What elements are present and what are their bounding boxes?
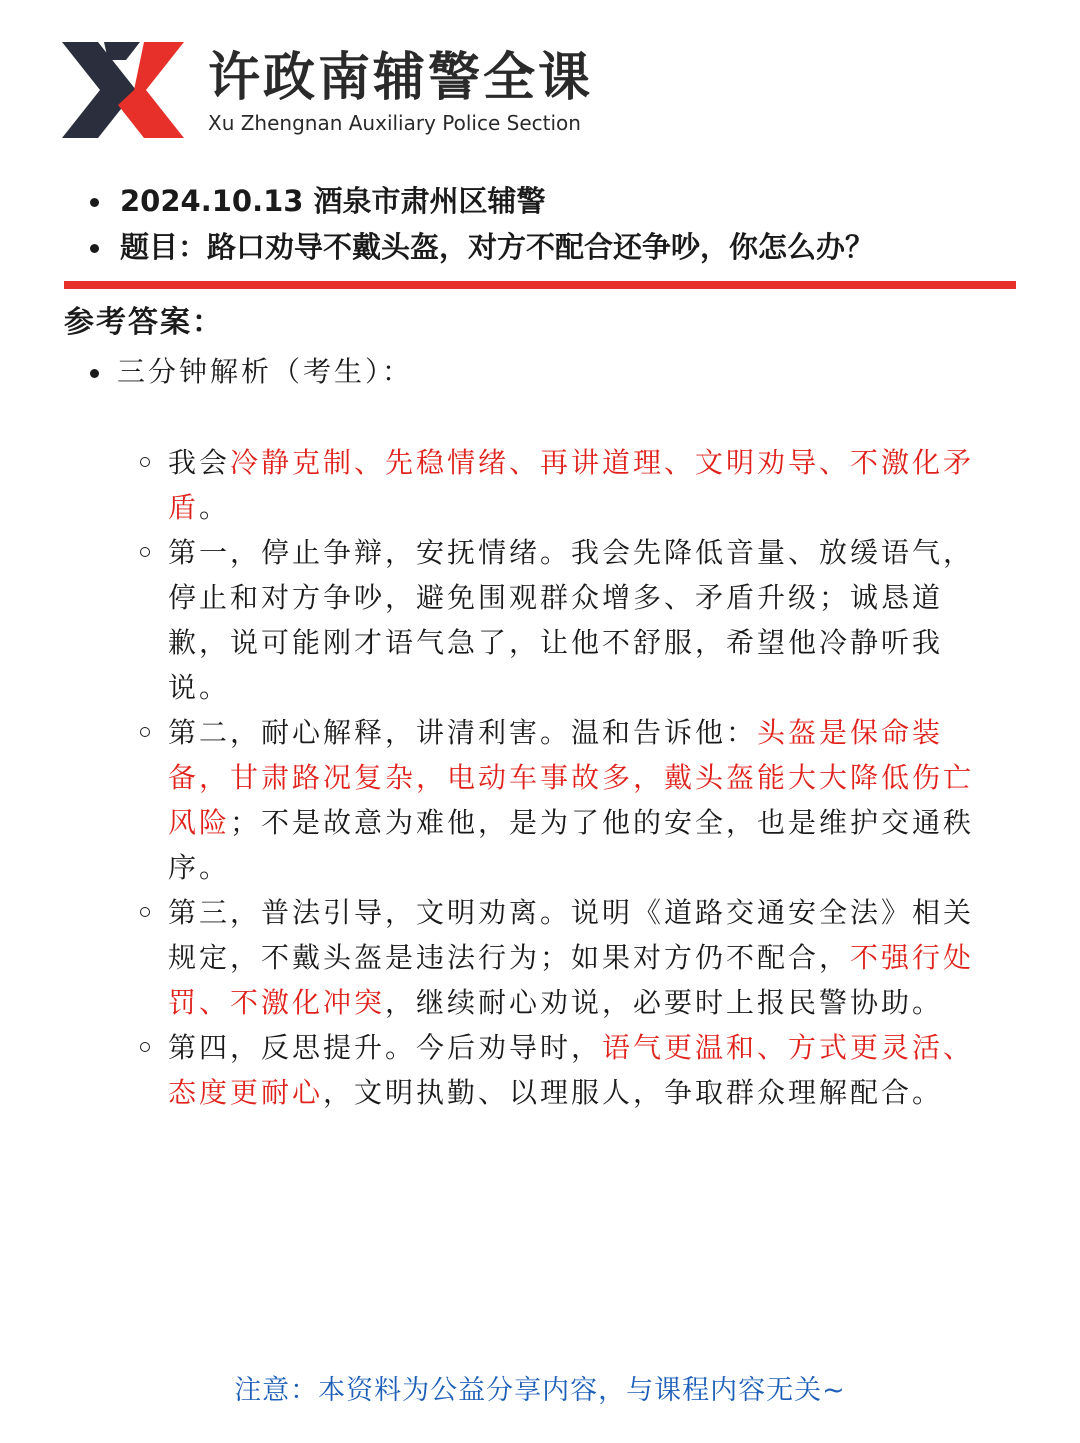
brand-name-en: Xu Zhengnan Auxiliary Police Section [208, 111, 581, 135]
red-divider [64, 281, 1016, 289]
answer-point [138, 890, 1000, 1025]
answer-title: 参考答案： [64, 305, 224, 340]
question-text: 题目：路口劝导不戴头盔，对方不配合还争吵，你怎么办？ [90, 224, 1030, 270]
exam-date-location: 2024.10.13 酒泉市肃州区辅警 [90, 178, 1030, 224]
analysis-label: 三分钟解析（考生）： [90, 350, 413, 394]
answer-point [138, 440, 1000, 530]
answer-point [138, 710, 1000, 890]
point-text: 第一，停止争辩，安抚情绪。我会先降低音量、放缓语气，停止和对方争吵，避免围观群众增多、矛盾升级；诚恳道歉，说可能刚才语气急了，让他不舒服，希望他冷静听我说。 [168, 536, 975, 704]
highlighted-text: 头盔是保命装备，甘肃路况复杂，电动车事故多，戴头盔能大大降低伤亡风险 [168, 716, 975, 839]
highlighted-text: 语气更温和、方式更灵活、态度更耐心 [168, 1031, 975, 1109]
point-text: ，文明执勤、以理服人，争取群众理解配合。 [323, 1076, 944, 1109]
footer-note: 注意：本资料为公益分享内容，与课程内容无关~ [234, 1375, 846, 1406]
answer-point [138, 1025, 1000, 1115]
point-text: 第三，普法引导，文明劝离。说明《道路交通安全法》相关规定，不戴头盔是违法行为；如果对方仍不配合， [168, 896, 975, 974]
point-text: 。 [199, 491, 231, 524]
point-text: ；不是故意为难他，是为了他的安全，也是维护交通秩序。 [168, 806, 975, 884]
highlighted-text: 冷静克制、先稳情绪、再讲道理、文明劝导、不激化矛盾 [168, 446, 975, 524]
logo-x-icon [62, 42, 184, 138]
answer-points [138, 440, 1000, 1115]
point-text: 我会 [168, 446, 231, 479]
point-text: 第四，反思提升。今后劝导时， [168, 1031, 603, 1064]
point-text: ，继续耐心劝说，必要时上报民警协助。 [385, 986, 944, 1019]
point-text: 第二，耐心解释，讲清利害。温和告诉他： [168, 716, 758, 749]
answer-point [138, 530, 1000, 710]
question-meta [90, 178, 1030, 270]
brand-name-cn: 许政南辅警全课 [208, 48, 594, 108]
brand-header [62, 38, 622, 143]
highlighted-text: 不强行处罚、不激化冲突 [168, 941, 975, 1019]
